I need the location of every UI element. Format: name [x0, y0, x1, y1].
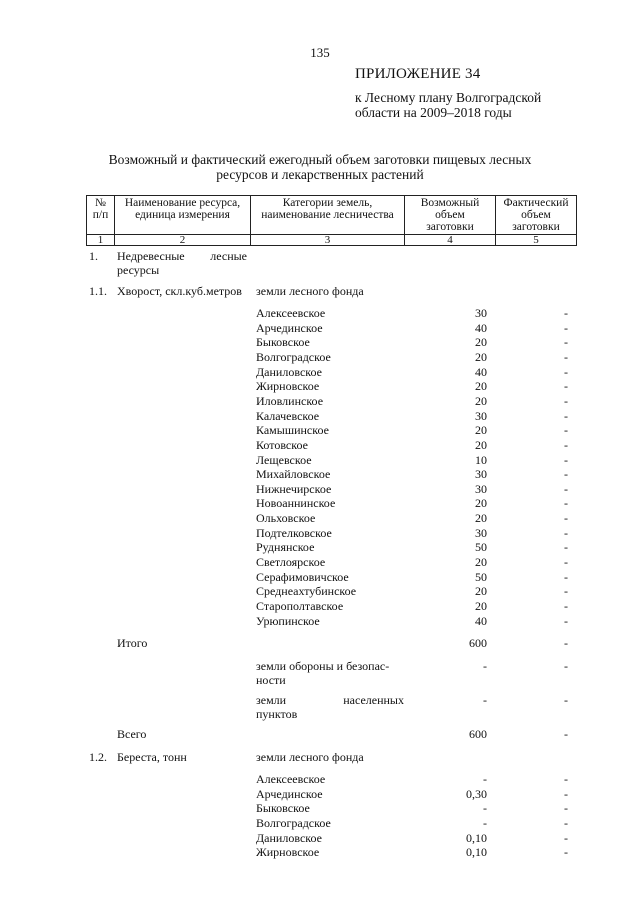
actual-volume: -	[564, 408, 568, 423]
header-text: объем	[435, 209, 465, 221]
actual-volume: -	[564, 335, 568, 350]
forestry-name: Волгоградское	[256, 349, 331, 364]
heading-line-2: ресурсов и лекарственных растений	[216, 167, 424, 182]
defense-line-1: земли обороны и безопас-	[256, 659, 390, 673]
appendix-line-2: области на 2009–2018 годы	[355, 105, 512, 120]
settlement-possible: -	[483, 693, 487, 707]
possible-volume: 40	[475, 364, 487, 379]
forestry-name: Ольховское	[256, 511, 316, 526]
heading-line-1: Возможный и фактический ежегодный объем заготовки пищевых лесных	[108, 152, 532, 167]
itogo-possible: 600	[469, 636, 487, 650]
actual-volume: -	[564, 437, 568, 452]
page-number: 135	[310, 45, 330, 60]
possible-volume: 20	[475, 511, 487, 526]
appendix-title: ПРИЛОЖЕНИЕ 34	[355, 66, 481, 82]
possible-volume: 20	[475, 555, 487, 570]
actual-volume: -	[564, 845, 568, 860]
header-text: Категории земель,	[282, 197, 373, 209]
actual-volume: -	[564, 511, 568, 526]
actual-volume: -	[564, 423, 568, 438]
possible-volume: -	[483, 772, 487, 786]
header-col-possible	[405, 196, 496, 235]
possible-volume: 0,30	[466, 786, 487, 801]
actual-volume: -	[564, 540, 568, 555]
forestry-name: Быковское	[256, 801, 310, 816]
actual-volume: -	[564, 467, 568, 482]
defense-actual: -	[564, 659, 568, 673]
possible-volume: 30	[475, 467, 487, 482]
possible-volume: -	[483, 815, 487, 830]
subsection-number: 1.2.	[89, 750, 107, 764]
section-title-word: ресурсы	[117, 263, 160, 277]
forestry-name: Арчединское	[256, 786, 323, 801]
resource-name: Береста, тонн	[117, 750, 187, 764]
possible-volume: 10	[475, 452, 487, 467]
possible-volume: 40	[475, 613, 487, 628]
itogo-label: Итого	[117, 636, 148, 650]
forestry-name: Лещевское	[256, 452, 312, 467]
forestry-name: Камышинское	[256, 423, 329, 438]
header-col-actual	[496, 196, 577, 235]
settlement-lands	[256, 693, 404, 721]
header-text: п/п	[92, 209, 109, 221]
forestry-name: Котовское	[256, 437, 308, 452]
actual-volume: -	[564, 772, 568, 786]
header-row	[87, 196, 577, 235]
appendix-subtitle	[355, 90, 585, 120]
forestry-name: Старополтавское	[256, 599, 344, 613]
possible-volume: 30	[475, 408, 487, 423]
section-title-word: Недревесные	[117, 249, 185, 263]
header-text: наименование лесничества	[261, 209, 394, 221]
land-category: земли лесного фонда	[256, 284, 364, 298]
col-number: 3	[251, 235, 405, 246]
settlement-actual: -	[564, 693, 568, 707]
forestry-name: Новоаннинское	[256, 496, 336, 511]
forestry-name: Жирновское	[256, 845, 320, 860]
header-text: заготовки	[426, 221, 474, 233]
possible-volume: 20	[475, 349, 487, 364]
possible-volume: 20	[475, 599, 487, 613]
actual-volume: -	[564, 613, 568, 628]
header-text: Возможный	[420, 197, 480, 209]
forestry-name: Серафимовичское	[256, 569, 349, 584]
actual-volume: -	[564, 379, 568, 394]
forestry-name: Алексеевское	[256, 772, 326, 786]
col-number: 2	[115, 235, 251, 246]
forestry-name: Жирновское	[256, 379, 320, 394]
actual-volume: -	[564, 599, 568, 613]
forestry-name: Арчединское	[256, 320, 323, 335]
actual-volume: -	[564, 815, 568, 830]
possible-volume: 30	[475, 525, 487, 540]
possible-volume: 20	[475, 335, 487, 350]
forestry-name: Подтелковское	[256, 525, 332, 540]
forestry-name: Волгоградское	[256, 815, 331, 830]
forestry-name: Руднянское	[256, 540, 315, 555]
vsego-actual: -	[564, 727, 568, 741]
settlement-word: населенных	[343, 693, 404, 707]
itogo-actual: -	[564, 636, 568, 650]
document-heading	[70, 152, 570, 182]
possible-volume: 20	[475, 379, 487, 394]
possible-volume: 20	[475, 437, 487, 452]
header-col-number	[87, 196, 115, 235]
actual-volume: -	[564, 320, 568, 335]
header-text: №	[95, 197, 106, 209]
section-number: 1.	[89, 249, 98, 263]
forestry-name: Калачевское	[256, 408, 320, 423]
actual-volume: -	[564, 364, 568, 379]
defense-possible: -	[483, 659, 487, 673]
settlement-line-2: пунктов	[256, 707, 298, 721]
col-number: 5	[496, 235, 577, 246]
possible-volume: 30	[475, 481, 487, 496]
actual-volume: -	[564, 584, 568, 599]
defense-line-2: ности	[256, 673, 286, 687]
col-number: 4	[405, 235, 496, 246]
forestry-name: Быковское	[256, 335, 310, 350]
section-title	[117, 249, 247, 277]
possible-volume: -	[483, 801, 487, 816]
settlement-word: земли	[256, 693, 287, 707]
possible-volume: 20	[475, 393, 487, 408]
actual-volume: -	[564, 830, 568, 845]
appendix-line-1: к Лесному плану Волгоградской	[355, 90, 542, 105]
actual-volume: -	[564, 306, 568, 320]
forestry-name: Нижнечирское	[256, 481, 332, 496]
forestry-name: Даниловское	[256, 364, 322, 379]
actual-volume: -	[564, 393, 568, 408]
header-text: объем	[521, 209, 551, 221]
forestry-name: Даниловское	[256, 830, 322, 845]
actual-volume: -	[564, 525, 568, 540]
possible-volume: 0,10	[466, 845, 487, 860]
actual-volume: -	[564, 801, 568, 816]
section-title-word: лесные	[210, 249, 247, 263]
forestry-name: Урюпинское	[256, 613, 320, 628]
actual-volume: -	[564, 349, 568, 364]
possible-volume: 20	[475, 423, 487, 438]
possible-volume: 0,10	[466, 830, 487, 845]
col-number: 1	[87, 235, 115, 246]
header-text: Фактический	[503, 197, 569, 209]
vsego-label: Всего	[117, 727, 147, 741]
possible-volume: 20	[475, 496, 487, 511]
possible-volume: 50	[475, 540, 487, 555]
forestry-name: Иловлинское	[256, 393, 324, 408]
actual-volume: -	[564, 496, 568, 511]
header-text: единица измерения	[135, 209, 230, 221]
resource-name: Хворост, скл.куб.метров	[117, 284, 242, 298]
header-col-category	[251, 196, 405, 235]
forestry-name: Алексеевское	[256, 306, 326, 320]
header-text: Наименование ресурса,	[124, 197, 241, 209]
defense-lands	[256, 659, 389, 687]
possible-volume: 20	[475, 584, 487, 599]
actual-volume: -	[564, 569, 568, 584]
actual-volume: -	[564, 481, 568, 496]
actual-volume: -	[564, 452, 568, 467]
header-text: заготовки	[512, 221, 560, 233]
possible-volume: 30	[475, 306, 487, 320]
forestry-name: Среднеахтубинское	[256, 584, 357, 599]
land-category: земли лесного фонда	[256, 750, 364, 764]
forestry-name: Михайловское	[256, 467, 331, 482]
forestry-name: Светлоярское	[256, 555, 326, 570]
header-col-resource	[115, 196, 251, 235]
subsection-number: 1.1.	[89, 284, 107, 298]
possible-volume: 50	[475, 569, 487, 584]
vsego-possible: 600	[469, 727, 487, 741]
actual-volume: -	[564, 555, 568, 570]
possible-volume: 40	[475, 320, 487, 335]
header-numbers-row	[87, 235, 577, 246]
actual-volume: -	[564, 786, 568, 801]
table-header	[86, 195, 577, 246]
